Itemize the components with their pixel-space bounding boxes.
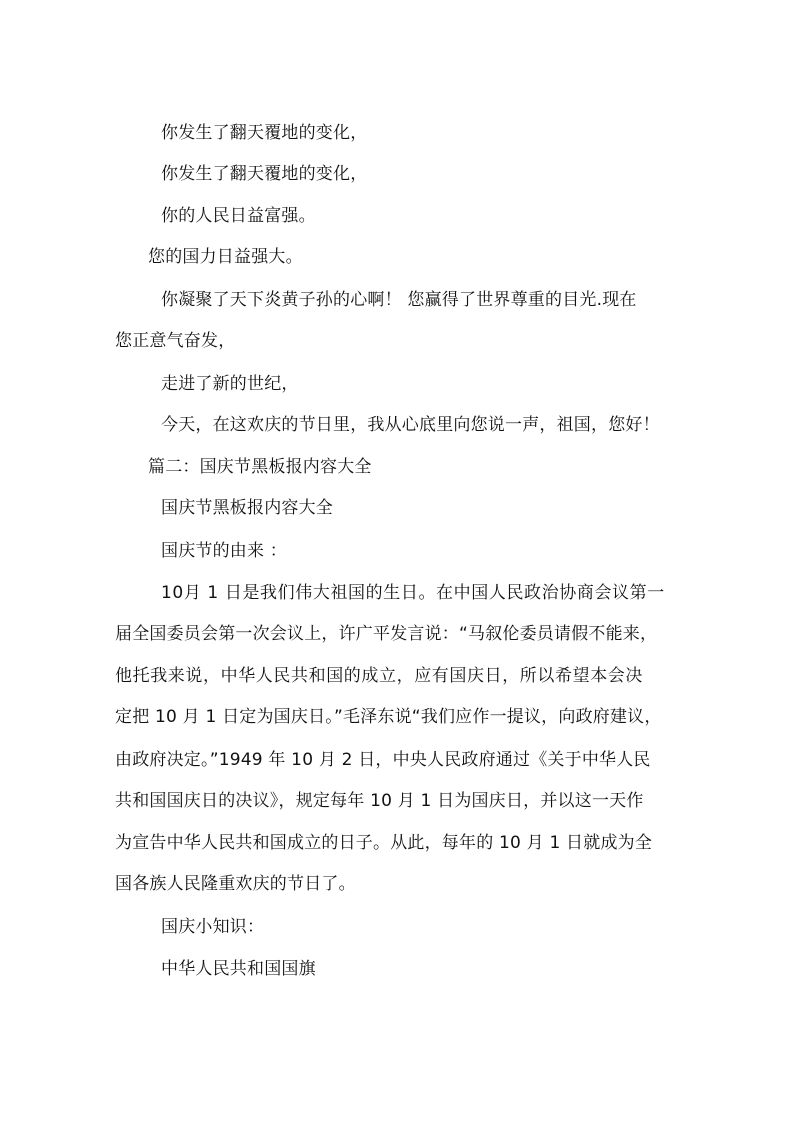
article-title: 国庆节黑板报内容大全 [161, 498, 333, 518]
paragraph-line-6: 共和国国庆日的决议》，规定每年 10 月 1 日为国庆日，并以这一天作 [115, 791, 644, 811]
section-heading: 篇二：国庆节黑板报内容大全 [148, 457, 372, 477]
poem-line-2: 你发生了翻天覆地的变化， [161, 164, 368, 184]
poem-line-5: 你凝聚了天下炎黄子孙的心啊！ 您赢得了世界尊重的目光.现在 [161, 290, 637, 310]
subheading-origin: 国庆节的由来 ： [161, 541, 288, 561]
poem-line-1: 你发生了翻天覆地的变化， [161, 123, 368, 143]
paragraph-line-8: 国各族人民隆重欢庆的节日了。 [115, 874, 356, 894]
poem-line-3: 你的人民日益富强。 [161, 206, 316, 226]
paragraph-line-5: 由政府决定。”1949 年 10 月 2 日，中央人民政府通过《关于中华人民 [115, 750, 651, 770]
paragraph-line-7: 为宣告中华人民共和国成立的日子。从此，每年的 10 月 1 日就成为全 [115, 833, 653, 853]
poem-line-8: 今天，在这欢庆的节日里，我从心底里向您说一声，祖国，您好！ [161, 415, 660, 435]
paragraph-line-1: 10月 1 日是我们伟大祖国的生日。在中国人民政治协商会议第一 [161, 583, 665, 603]
subheading-flag: 中华人民共和国国旗 [161, 959, 316, 979]
subheading-knowledge: 国庆小知识： [161, 917, 265, 937]
paragraph-line-2: 届全国委员会第一次会议上，许广平发言说：“马叙伦委员请假不能来， [115, 624, 658, 644]
poem-line-4: 您的国力日益强大。 [148, 247, 303, 267]
poem-line-7: 走进了新的世纪， [161, 374, 299, 394]
poem-line-6: 您正意气奋发， [115, 331, 236, 351]
paragraph-line-4: 定把 10 月 1 日定为国庆日。”毛泽东说“我们应作一提议，向政府建议， [115, 707, 662, 727]
paragraph-line-3: 他托我来说，中华人民共和国的成立，应有国庆日，所以希望本会决 [115, 666, 643, 686]
